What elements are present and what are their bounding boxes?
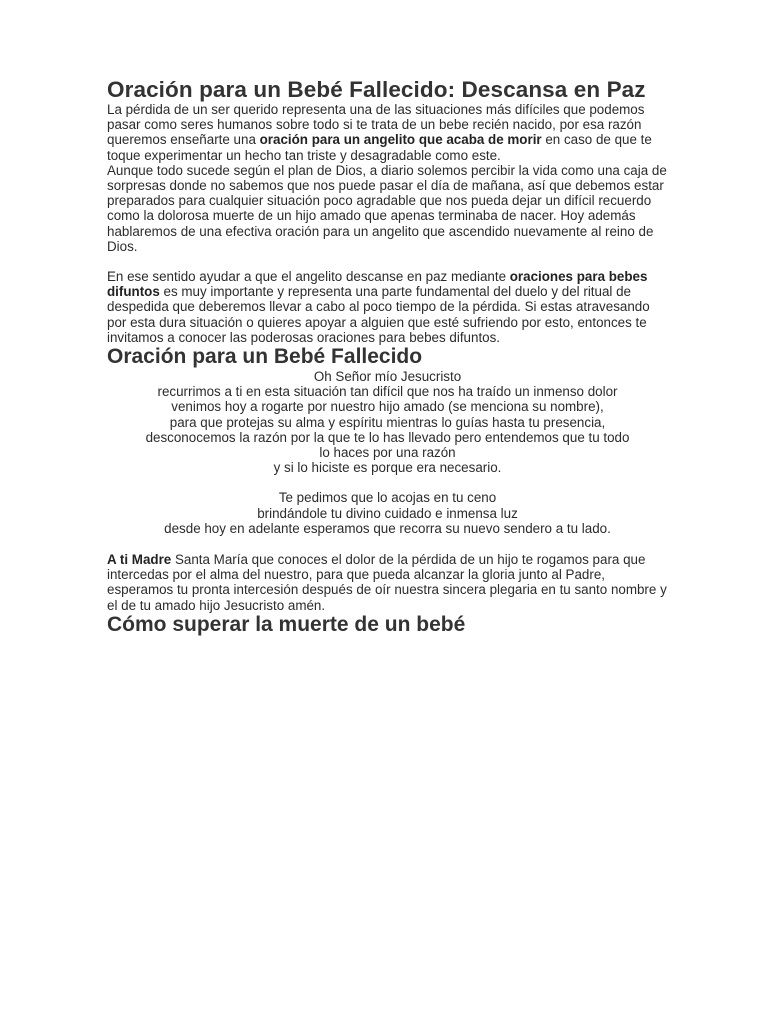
prayer-line: desconocemos la razón por la que te lo has llevado pero entendemos que tu todo xyxy=(145,429,630,445)
section-heading-prayer: Oración para un Bebé Fallecido xyxy=(107,345,423,369)
prayer-line: desde hoy en adelante esperamos que recorra su nuevo sendero a tu lado. xyxy=(164,520,611,536)
prayer-line: Te pedimos que lo acojas en tu ceno xyxy=(278,490,497,506)
section-heading-overcome: Cómo superar la muerte de un bebé xyxy=(107,612,466,636)
prayer-line: lo haces por una razón xyxy=(319,445,456,461)
prayer-line: para que protejas su alma y espíritu mientras lo guías hasta tu presencia, xyxy=(169,414,606,430)
madre-text: Santa María que conoces el dolor de la pérdida de un hijo te rogamos para que intercedas por el alma del nuestro, para que pueda alcanzar la gloria junto al Padre, esperamos tu pronta intercesión después de oír nuestra sincera plegaria en tu santo nombre y el de tu amado hijo Jesucristo amén. xyxy=(107,552,667,613)
paragraph-spacer xyxy=(107,254,668,269)
page-title: Oración para un Bebé Fallecido: Descansa en Paz xyxy=(107,77,646,102)
prayer-line: y si lo hiciste es porque era necesario. xyxy=(273,460,502,476)
intro-bold-text: oraciones para bebes difuntos xyxy=(107,269,648,300)
intro-paragraph-3 xyxy=(107,269,668,345)
prayer-line: venimos hoy a rogarte por nuestro hijo amado (se menciona su nombre), xyxy=(171,399,604,415)
madre-paragraph xyxy=(107,552,668,613)
prayer-stanza-1 xyxy=(107,369,668,475)
intro-text: En ese sentido ayudar a que el angelito descanse en paz mediante xyxy=(107,269,510,285)
madre-bold-text: A ti Madre xyxy=(107,552,172,568)
prayer-line: Oh Señor mío Jesucristo xyxy=(313,369,462,385)
stanza-spacer xyxy=(107,475,668,490)
intro-text: es muy importante y representa una parte fundamental del duelo y del ritual de despedida que deberemos llevar a cabo al poco tiempo de la pérdida. Si estas atravesando por esta dura situación o quieres apoyar a alguien que esté sufriendo por esto, entonces te invitamos a conocer las poderosas oraciones para bebes difuntos. xyxy=(107,284,650,345)
intro-bold-text: oración para un angelito que acaba de morir xyxy=(259,132,542,148)
intro-paragraph-2: Aunque todo sucede según el plan de Dios, a diario solemos percibir la vida como una caja de sorpresas donde no sabemos que nos puede pasar el día de mañana, así que debemos estar preparados para cualquier situación poco agradable que nos pueda dejar un difícil recuerdo como la dolorosa muerte de un hijo amado que apenas terminaba de nacer. Hoy además hablaremos de una efectiva oración para un angelito que ascendido nuevamente al reino de Dios. xyxy=(107,162,667,254)
prayer-line: recurrimos a ti en esta situación tan difícil que nos ha traído un inmenso dolor xyxy=(157,384,618,400)
intro-paragraph-1 xyxy=(107,102,668,163)
prayer-stanza-2 xyxy=(107,490,668,536)
intro-text: en caso de que te toque experimentar un hecho tan triste y desagradable como este. xyxy=(107,132,652,163)
intro-text: La pérdida de un ser querido representa una de las situaciones más difíciles que podemos pasar como seres humanos sobre todo si te trata de un bebe recién nacido, por esa razón queremos enseñarte una xyxy=(107,102,645,148)
prayer-line: brindándole tu divino cuidado e inmensa luz xyxy=(257,505,518,521)
